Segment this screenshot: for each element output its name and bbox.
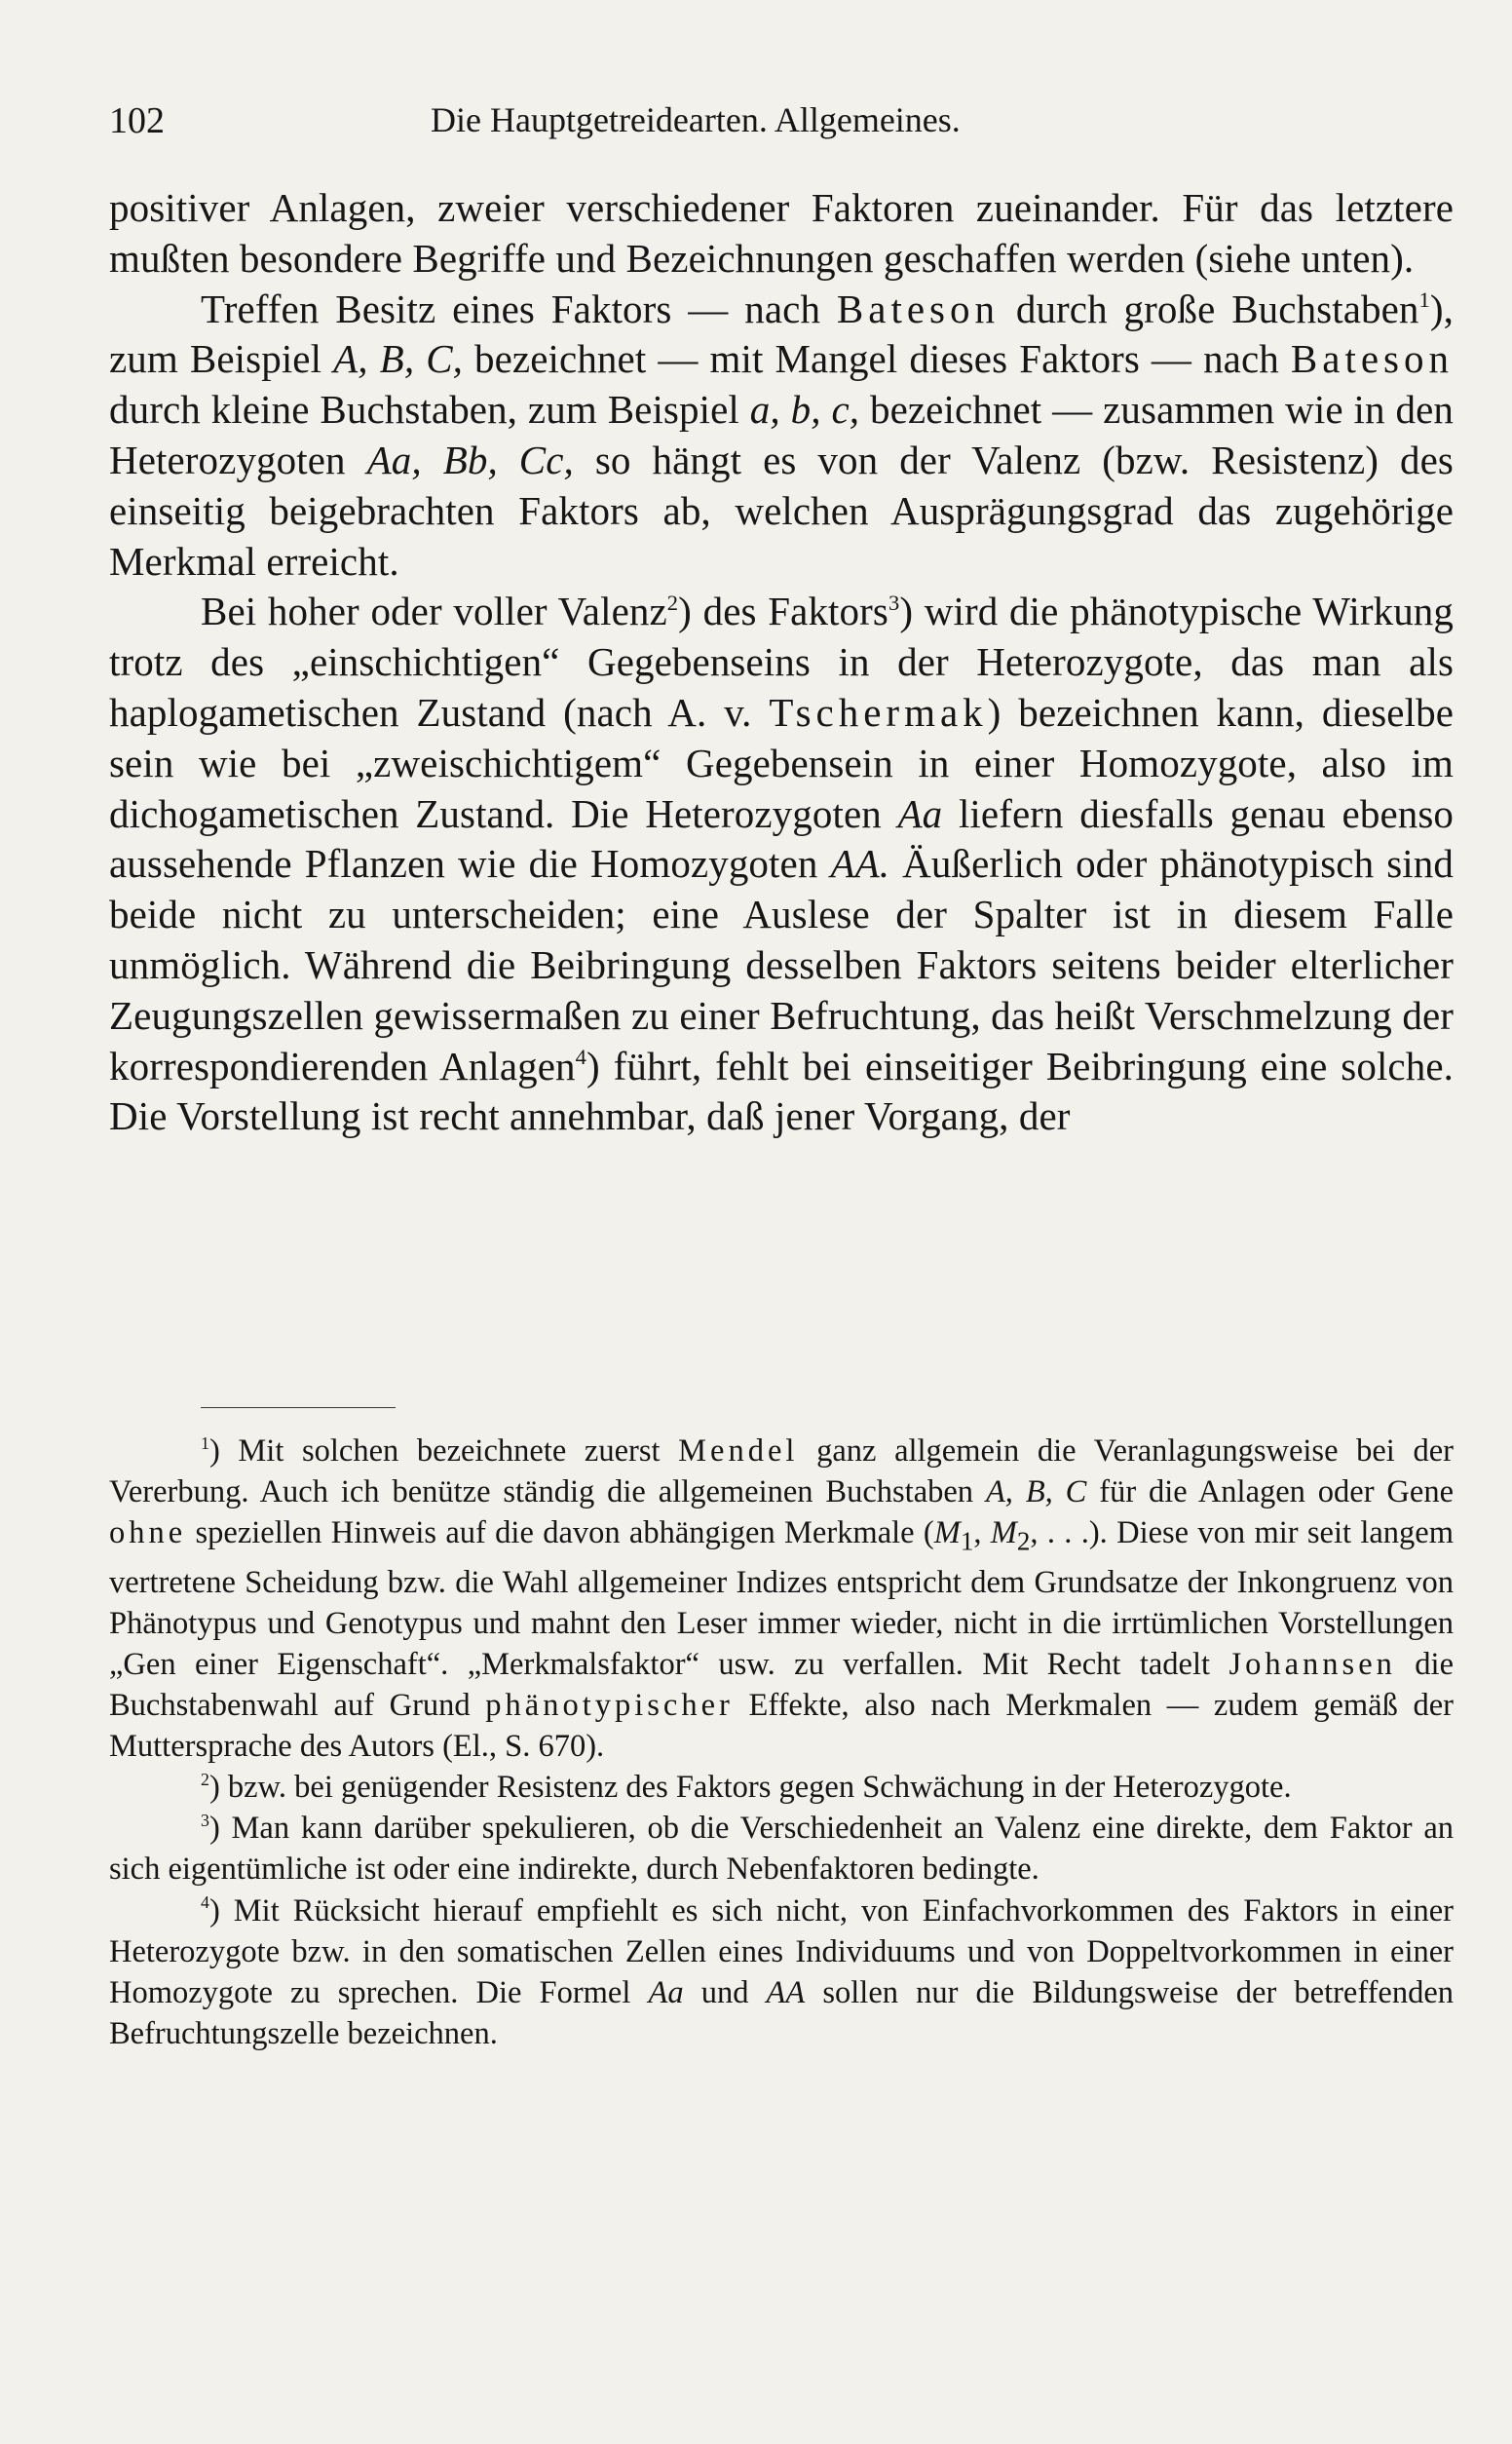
author-name: Johannsen (1228, 1646, 1396, 1682)
paragraph-3: Bei hoher oder voller Valenz$^2$) des Faktors$^3$) wird die phänotypische Wirkung trotz des „einschichtigen“ Gegebenseins in der Heterozygote, das man als haplogametischen Zustand (nach A. v. Tschermak) bezeichnen kann, dieselbe sein wie bei „zweischichtigem“ Gegebensein in einer Homozygote, also im dichogametischen Zustand. Die Heterozygoten Aa liefern diesfalls genau ebenso aussehende Pflanzen wie die Homozygoten AA. Äußerlich oder phänotypisch sind beide nicht zu unterscheiden; eine Auslese der Spalter ist in diesem Falle unmöglich. Während die Beibringung desselben Faktors seitens beider elterlicher Zeugungszellen gewissermaßen zu einer Befruchtung, das heißt Verschmelzung der korrespondierenden Anlagen$^4$) führt, fehlt bei einseitiger Beibringung eine solche. Die Vorstellung ist recht annehmbar, daß jener Vorgang, der (109, 589, 1455, 1139)
paragraph-1: positiver Anlagen, zweier verschiedener Faktoren zueinander. Für das letztere mußten besondere Begriffe und Bezeichnungen geschaffen werden (siehe unten). (109, 185, 1454, 281)
author-name: Bateson (836, 286, 1000, 331)
footnotes (109, 1431, 1454, 2054)
author-name: Bateson (1290, 336, 1454, 382)
footnote-4: $^4$) Mit Rücksicht hierauf empfiehlt es sich nicht, von Einfachvorkommen des Faktors in einer Heterozygote bzw. in den somatischen Zellen eines Individuums und von Doppeltvorkommen in einer Homozygote zu sprechen. Die Formel Aa und AA sollen nur die Bildungsweise der betreffenden Befruchtungszelle bezeichnen. (109, 1892, 1455, 2051)
running-title: Die Hauptgetreidearten. Allgemeines. (431, 100, 961, 139)
footnote-1: $^1$) Mit solchen bezeichnete zuerst Mendel ganz allgemein die Veranlagungsweise bei der Vererbung. Auch ich benütze ständig die allgemeinen Buchstaben A, B, C für die Anlagen oder Gene ohne speziellen Hinweis auf die davon abhängigen Merkmale ($M_1$, $M_2$, . . .). Diese von mir seit langem vertretene Scheidung bzw. die Wahl allgemeiner Indizes entspricht dem Grundsatze der Inkongruenz von Phänotypus und Genotypus und mahnt den Leser immer wieder, nicht in die irrtümlichen Vorstellungen „Gen einer Eigenschaft“. „Merkmalsfaktor“ usw. zu verfallen. Mit Recht tadelt Johannsen die Buchstabenwahl auf Grund phänotypischer Effekte, also nach Merkmalen — zudem gemäß der Muttersprache des Autors (El., S. 670). (109, 1432, 1455, 1765)
author-name: Mendel (678, 1433, 799, 1469)
footnote-ref: 3 (888, 590, 900, 615)
footnote-3: $^3$) Man kann darüber spekulieren, ob die Verschiedenheit an Valenz eine direkte, dem Faktor an sich eigentümliche ist oder eine indirekte, durch Nebenfaktoren bedingte. (109, 1810, 1454, 1888)
footnote-separator (201, 1407, 396, 1408)
footnote-ref: 4 (575, 1044, 587, 1069)
footnote-ref: 2 (666, 590, 679, 615)
footnote-ref: 1 (1418, 286, 1430, 312)
page-number: 102 (109, 100, 165, 141)
main-text (109, 183, 1454, 1142)
page-header (109, 90, 1454, 148)
paragraph-2: Treffen Besitz eines Faktors — nach Bateson durch große Buchstaben$^1$), zum Beispiel A, B, C, bezeichnet — mit Mangel dieses Faktors — nach Bateson durch kleine Buchstaben, zum Beispiel a, b, c, bezeichnet — zusammen wie in den Heterozygoten Aa, Bb, Cc, so hängt es von der Valenz (bzw. Resistenz) des einseitig beigebrachten Faktors ab, welchen Ausprägungsgrad das zugehörige Merkmal erreicht. (109, 286, 1455, 584)
author-name: Tschermak (769, 689, 988, 735)
footnote-2: $^2$) bzw. bei genügender Resistenz des Faktors gegen Schwächung in der Heterozygote. (201, 1769, 1292, 1806)
